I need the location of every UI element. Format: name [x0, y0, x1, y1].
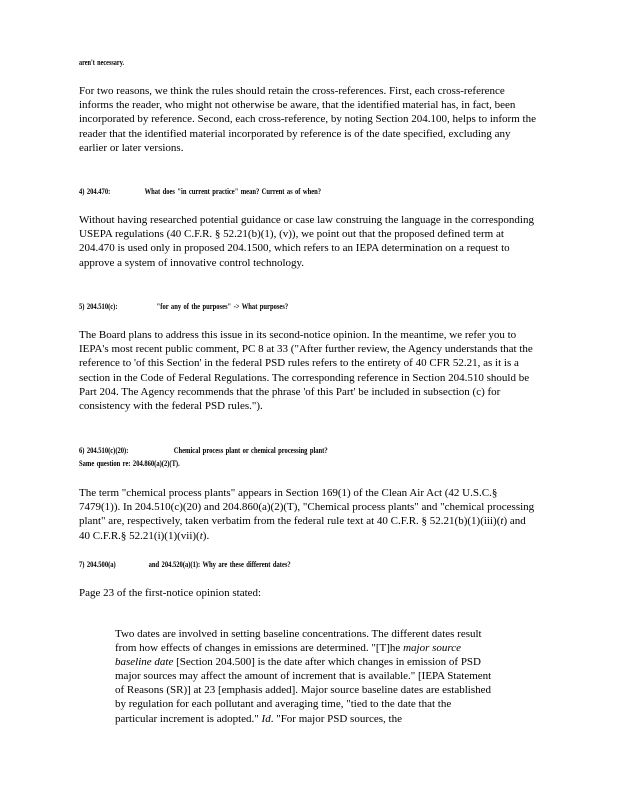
- heading-line-2: Same question re: 204.860(a)(2)(T).: [79, 459, 180, 468]
- paragraph-text: For two reasons, we think the rules should retain the cross-references. First, each cross-reference informs the reader, who might not otherwise be aware, that the identified material has, in fact, been incorporated by reference. Second, each cross-reference, by noting Section 204.100, helps to inform the reader that the identified material incorporated by reference is of the date specified, excluding any earlier or later versions.: [79, 85, 536, 154]
- quote-text: Two dates are involved in setting baseline concentrations. The different dates result from how effects of changes in emissions are determined. "[T]he: [115, 628, 482, 655]
- paragraph-page-23: [79, 586, 537, 600]
- heading-number: 7) 204.500(a): [79, 560, 116, 569]
- paragraph-text: ).: [202, 529, 210, 542]
- paragraph-text: The Board plans to address this issue in its second-notice opinion. In the meantime, we refer you to IEPA's most recent public comment, PC 8 at 33 ("After further review, the Agency understands that the reference to 'of this Section' in the federal PSD rules refers to the entirety of 40 CFR 52.21, as it is a section in the Code of Federal Regulations. The corresponding reference in Section 204.510 should be Part 204. The Agency recommends that the phrase 'of this Part' be included in subsection (c) for consistency with the federal PSD rules.").: [79, 329, 533, 413]
- paragraph-current-practice: [79, 213, 537, 270]
- heading-number: 5) 204.510(c):: [79, 302, 118, 311]
- quote-text: [Section 204.500] is the date after which changes in emission of PSD major sources may affect the amount of increment that is available." [IEPA Statement of Reasons (SR)] at 23 [emphasis added]. Major source baseline dates are established by regulation for each pollutant and averaging time, "tied to the date that the particular increment is adopted.": [115, 656, 492, 725]
- heading-question: What does "in current practice" mean? Current as of when?: [144, 187, 322, 196]
- block-quote: [115, 627, 495, 726]
- paragraph-text: Without having researched potential guidance or case law construing the language in the corresponding USEPA regulations (40 C.F.R. § 52.21(b)(1), (v)), we point out that the proposed defined term at 204.470 is used only in proposed 204.1500, which refers to an IEPA determination on a request to approve a system of innovative control technology.: [79, 214, 534, 269]
- paragraph-cross-references: [79, 84, 537, 155]
- paragraph-text: Page 23 of the first-notice opinion stated:: [79, 587, 262, 599]
- heading-question: "for any of the purposes" -> What purposes?: [156, 302, 289, 311]
- heading-number: 6) 204.510(c)(20):: [79, 446, 129, 455]
- paragraph-text: The term "chemical process plants" appears in Section 169(1) of the Clean Air Act (42 U.S.C.§ 7479(1)). In 204.510(c)(20) and 204.860(a)(2)(T), "Chemical process plants" and "chemical processing plant" are, respectively, taken verbatim from the federal rule text at 40 C.F.R. § 52.21(b)(1)(iii)(: [79, 487, 535, 528]
- fragment-text: aren't necessary.: [79, 58, 125, 67]
- quote-italic: major source baseline date: [115, 642, 462, 669]
- italic-t: t: [500, 515, 504, 528]
- fragment-line: [79, 56, 535, 69]
- heading-question: Chemical process plant or chemical processing plant?: [173, 446, 328, 455]
- paragraph-purposes: [79, 328, 537, 413]
- heading-question-7: [79, 558, 535, 571]
- heading-number: 4) 204.470:: [79, 187, 111, 196]
- quote-italic: Id: [261, 712, 271, 725]
- heading-question: and 204.520(a)(1): Why are these different dates?: [148, 560, 291, 569]
- heading-line-1: [79, 444, 535, 457]
- paragraph-text: ) and 40 C.F.R.§ 52.21(i)(1)(vii)(: [79, 515, 526, 542]
- italic-t: t: [199, 529, 203, 542]
- paragraph-chemical-process: [79, 486, 537, 543]
- heading-question-6: [79, 444, 535, 470]
- heading-question-5: [79, 300, 535, 313]
- quote-text: . "For major PSD sources, the: [270, 712, 402, 725]
- heading-question-4: [79, 185, 535, 198]
